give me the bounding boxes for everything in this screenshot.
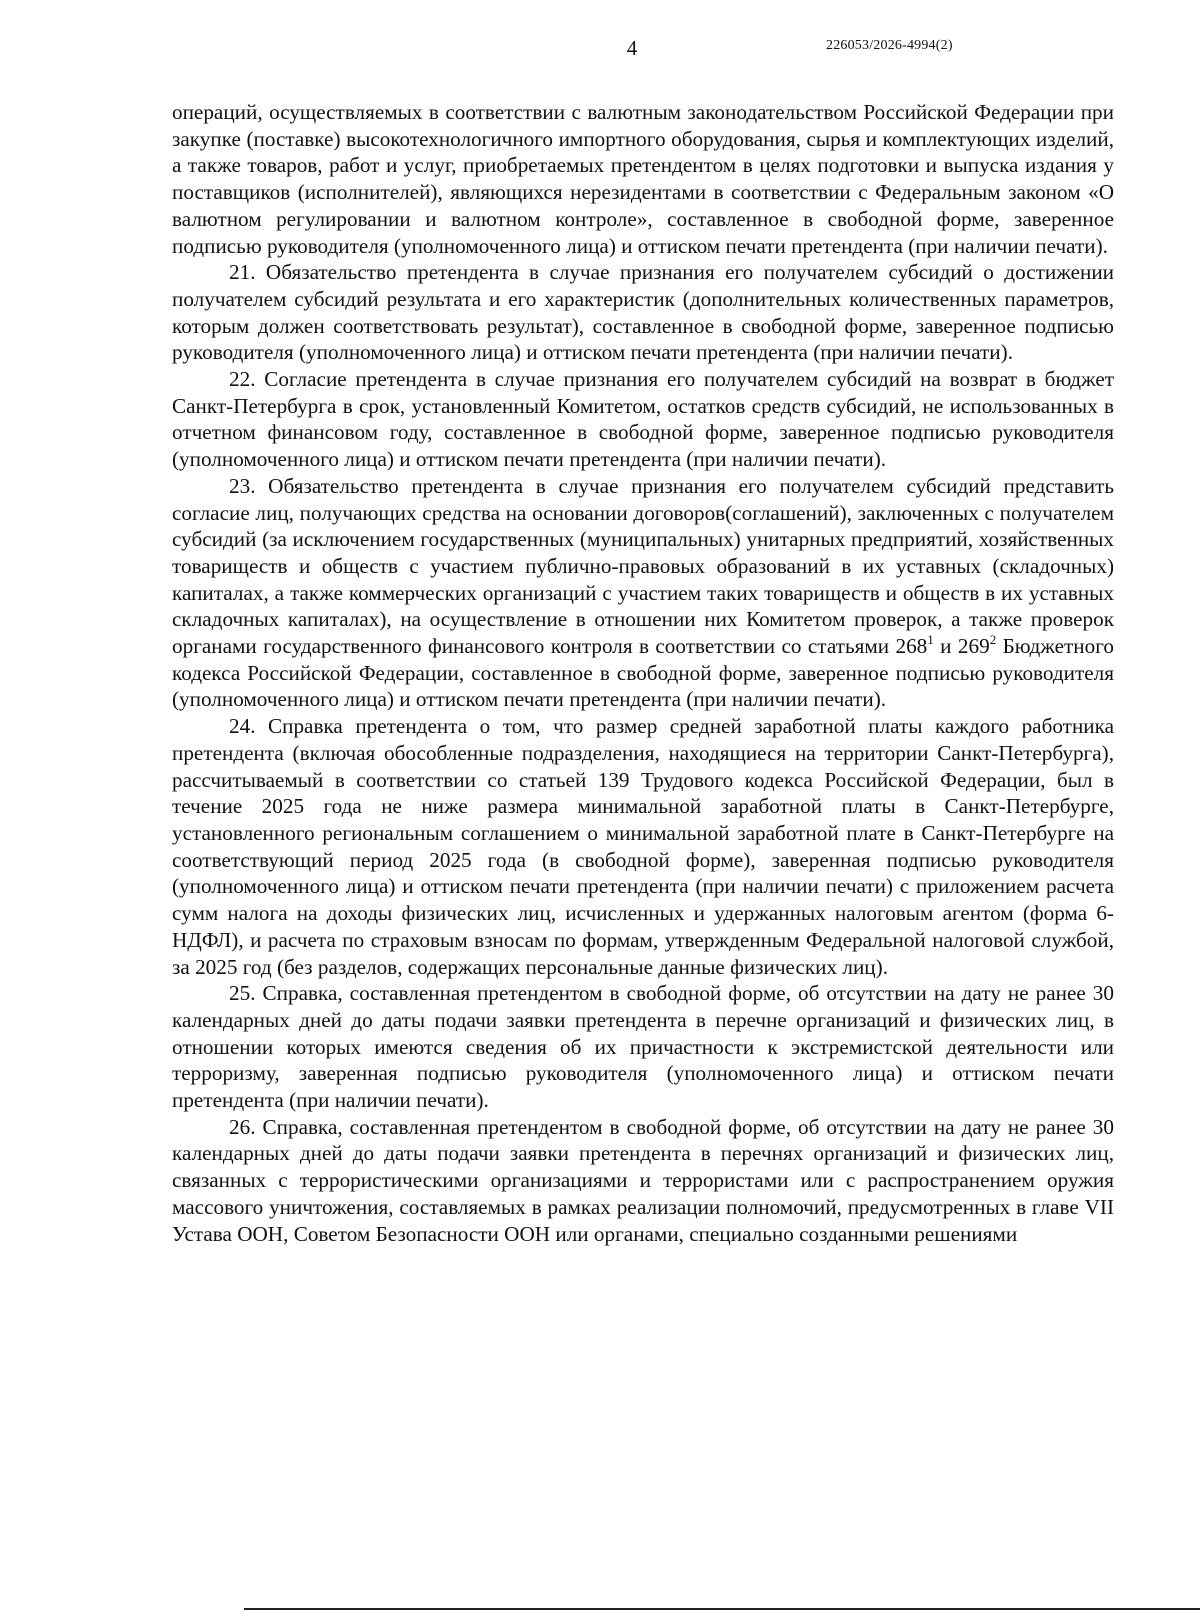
paragraph-26: 26. Справка, составленная претендентом в свободной форме, об отсутствии на дату не ранее 30 календарных дней до даты подачи заявки претендента в перечнях организаций и физических лиц, связанных с террористическими организациями и террористами или с распространением оружия массового уничтожения, составляемых в рамках реализации полномочий, предусмотренных в главе VII Устава ООН, Советом Безопасности ООН или органами, специально созданными решениями bbox=[172, 1114, 1114, 1246]
superscript-2: 2 bbox=[989, 632, 997, 648]
scan-bottom-edge-line bbox=[244, 1608, 1200, 1610]
paragraph-21: 21. Обязательство претендента в случае признания его получателем субсидий о достижении получателем субсидий результата и его характеристик (дополнительных количественных параметров, которым должен соответствовать результат), составленное в свободной форме, заверенное подписью руководителя (уполномоченного лица) и оттиском печати претендента (при наличии печати). bbox=[172, 260, 1114, 365]
document-body bbox=[172, 99, 1114, 1247]
paragraph-25: 25. Справка, составленная претендентом в свободной форме, об отсутствии на дату не ранее 30 календарных дней до даты подачи заявки претендента в перечне организаций и физических лиц, в отношении которых имеются сведения об их причастности к экстремистской деятельности или терроризму, заверенная подписью руководителя (уполномоченного лица) и оттиском печати претендента (при наличии печати). bbox=[172, 981, 1114, 1113]
paragraph-continuation: операций, осуществляемых в соответствии с валютным законодательством Российской Федерации при закупке (поставке) высокотехнологичного импортного оборудования, сырья и комплектующих изделий, а также товаров, работ и услуг, приобретаемых претендентом в целях подготовки и выпуска издания у поставщиков (исполнителей), являющихся нерезидентами в соответствии с Федеральным законом «О валютном регулировании и валютном контроле», составленное в свободной форме, заверенное подписью руководителя (уполномоченного лица) и оттиском печати претендента (при наличии печати). bbox=[172, 100, 1114, 258]
paragraph-23-text-1: 23. Обязательство претендента в случае признания его получателем субсидий представить согласие лиц, получающих средства на основании договоров(соглашений), заключенных с получателем субсидий (за исключением государственных (муниципальных) унитарных предприятий, хозяйственных товариществ и обществ с участием публично-правовых образований в их уставных (складочных) капиталах, а также коммерческих организаций с участием таких товариществ и обществ в их уставных складочных капиталах), на осуществление в отношении них Комитетом проверок, а также проверок органами государственного финансового контроля в соответствии со статьями 268 bbox=[172, 473, 1114, 659]
document-reference-number: 226053/2026-4994(2) bbox=[826, 38, 953, 53]
paragraph-23-text-2: и 269 bbox=[933, 634, 990, 659]
paragraph-22: 22. Согласие претендента в случае признания его получателем субсидий на возврат в бюджет Санкт-Петербурга в срок, установленный Комитетом, остатков средств субсидий, не использованных в отчетном финансовом году, составленное в свободной форме, заверенное подписью руководителя (уполномоченного лица) и оттиском печати претендента (при наличии печати). bbox=[172, 367, 1114, 472]
page-number: 4 bbox=[626, 36, 638, 60]
paragraph-23-text-3: Бюджетного кодекса Российской Федерации, составленное в свободной форме, заверенное подписью руководителя (уполномоченного лица) и оттиском печати претендента (при наличии печати). bbox=[172, 634, 1114, 712]
paragraph-24: 24. Справка претендента о том, что размер средней заработной платы каждого работника претендента (включая обособленные подразделения, находящиеся на территории Санкт-Петербурга), рассчитываемый в соответствии со статьей 139 Трудового кодекса Российской Федерации, был в течение 2025 года не ниже размера минимальной заработной платы в Санкт-Петербурге, установленного региональным соглашением о минимальной заработной плате в Санкт-Петербурге на соответствующий период 2025 года (в свободной форме), заверенная подписью руководителя (уполномоченного лица) и оттиском печати претендента (при наличии печати) с приложением расчета сумм налога на доходы физических лиц, исчисленных и удержанных налоговым агентом (форма 6-НДФЛ), и расчета по страховым взносам по формам, утвержденным Федеральной налоговой службой, за 2025 год (без разделов, содержащих персональные данные физических лиц). bbox=[172, 714, 1114, 979]
superscript-1: 1 bbox=[927, 632, 934, 648]
paragraph-23 bbox=[172, 473, 1114, 713]
